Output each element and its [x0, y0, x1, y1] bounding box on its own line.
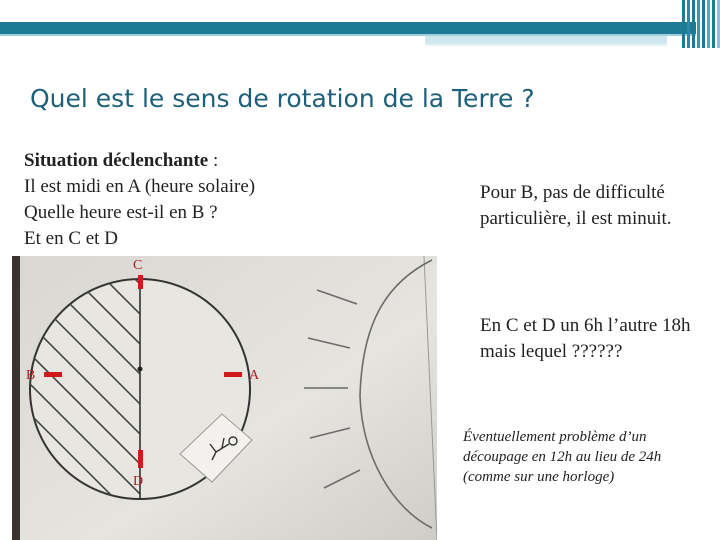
situation-colon: :: [208, 150, 219, 171]
note-12h-24h: Éventuellement problème d’un découpage en 12h au lieu de 24h (comme sur une horloge): [463, 429, 662, 485]
header-bar: [0, 22, 696, 34]
answer-c-d: En C et D un 6h l’autre 18h mais lequel ??????: [480, 315, 691, 362]
top-decoration: [0, 0, 720, 48]
label-a: A: [249, 368, 260, 383]
marker-c: [138, 275, 143, 289]
situation-line-3: Et en C et D: [24, 228, 118, 249]
situation-block: [24, 148, 255, 252]
marker-d: [138, 450, 143, 468]
label-d: D: [133, 474, 144, 489]
situation-line-1: Il est midi en A (heure solaire): [24, 176, 256, 197]
situation-line-2: Quelle heure est-il en B ?: [24, 202, 218, 223]
situation-heading-line: [24, 148, 255, 174]
marker-a: [224, 372, 242, 377]
header-accent-bar: [425, 36, 667, 44]
earth-drawing-photo: [12, 256, 437, 540]
situation-heading: Situation déclenchante: [24, 150, 209, 171]
photo-edge-dark: [12, 256, 20, 540]
label-b: B: [26, 368, 36, 383]
header-stripes: [682, 0, 720, 48]
answer-b: Pour B, pas de difficulté particulière, il est minuit.: [480, 182, 672, 229]
slide-title: Quel est le sens de rotation de la Terre ?: [30, 84, 535, 113]
marker-b: [44, 372, 62, 377]
label-c: C: [133, 258, 143, 273]
header-accent-bar-thin: [425, 44, 667, 46]
